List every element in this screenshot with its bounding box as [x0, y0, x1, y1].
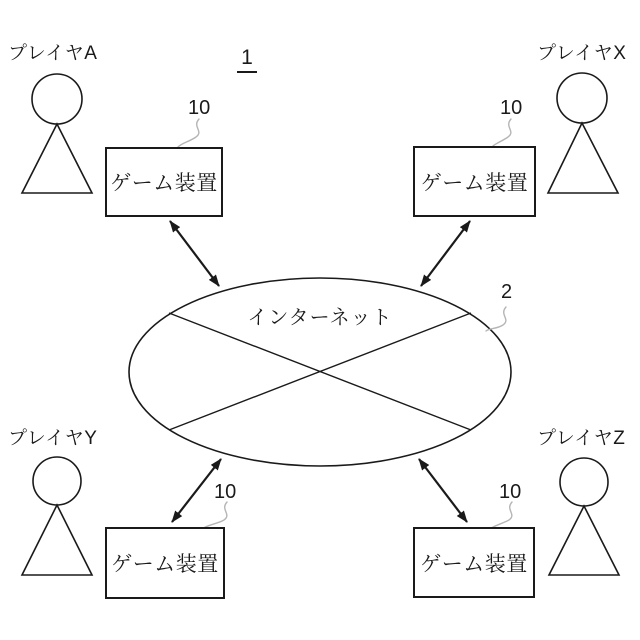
device-box-player-y	[105, 527, 225, 599]
player-x-body	[548, 123, 618, 193]
player-x-figure	[548, 73, 618, 193]
leader-ref10-bottom-left	[202, 502, 227, 529]
player-a-figure	[22, 74, 92, 193]
player-z-head	[560, 458, 608, 506]
device-box-label: ゲーム装置	[111, 553, 219, 576]
device-box-player-z	[413, 527, 535, 598]
arrow-device-x-internet	[421, 221, 470, 286]
arrow-device-z-internet	[419, 459, 467, 522]
leader-ref10-top-left	[177, 119, 199, 148]
player-z-label: プレイヤZ	[537, 428, 626, 449]
player-y-label: プレイヤY	[8, 428, 98, 449]
device-box-label: ゲーム装置	[110, 172, 218, 195]
player-a-head	[32, 74, 82, 124]
arrow-device-a-internet	[170, 221, 219, 286]
device-ref-top-right: 10	[500, 97, 523, 119]
internet-label: インターネット	[247, 307, 393, 329]
player-a-label: プレイヤA	[8, 43, 98, 64]
figure-number: 1	[237, 46, 257, 73]
player-z-body	[549, 506, 619, 575]
player-z-figure	[549, 458, 619, 575]
player-x-head	[557, 73, 607, 123]
device-ref-bottom-left: 10	[214, 481, 237, 503]
device-box-player-x	[413, 146, 536, 217]
device-ref-top-left: 10	[188, 97, 211, 119]
internet-ref-number: 2	[501, 281, 513, 303]
device-box-label: ゲーム装置	[420, 552, 528, 576]
player-x-label: プレイヤX	[537, 43, 627, 64]
device-box-player-a	[105, 147, 223, 217]
player-y-body	[22, 505, 92, 575]
device-box-label: ゲーム装置	[420, 171, 529, 195]
player-y-figure	[22, 457, 92, 575]
player-y-head	[33, 457, 81, 505]
player-a-body	[22, 124, 92, 193]
device-ref-bottom-right: 10	[499, 481, 522, 503]
